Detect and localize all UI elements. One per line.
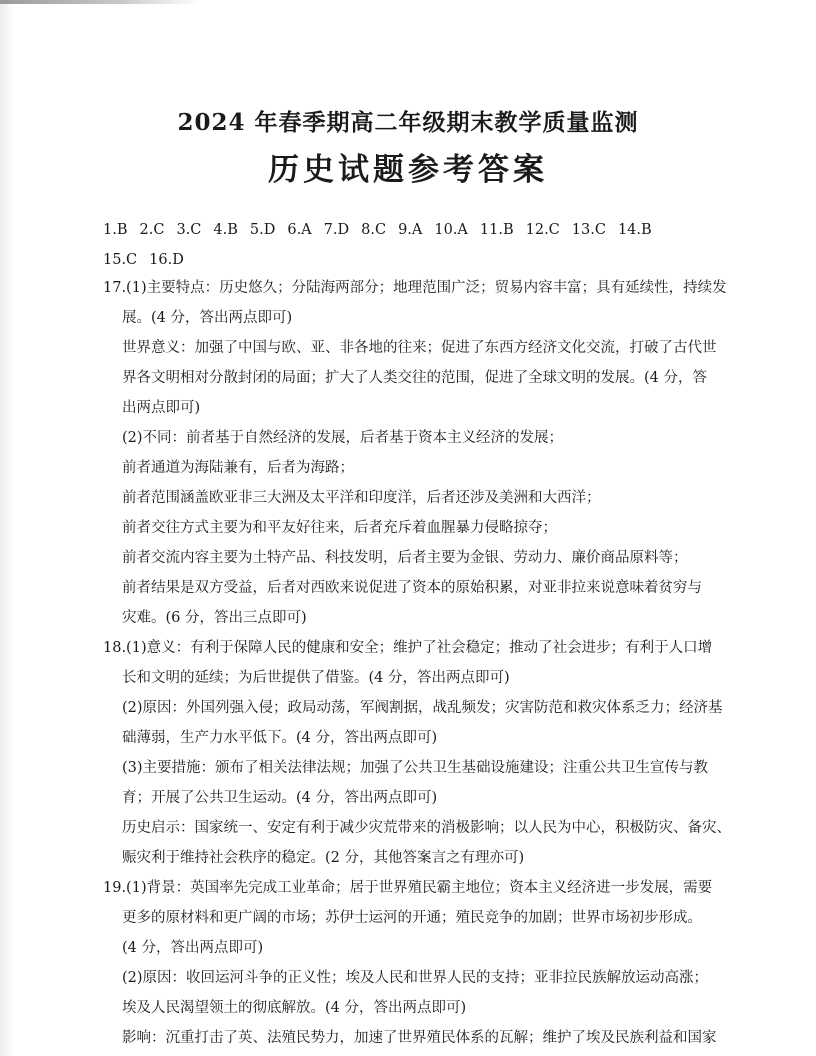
mc-answer: 14.B bbox=[617, 222, 652, 238]
mc-answer: 16.D bbox=[149, 252, 184, 268]
mc-answer: 4.B bbox=[213, 222, 238, 238]
mc-answer: 8.C bbox=[361, 222, 387, 238]
answer-key-title: 历史试题参考答案 bbox=[268, 152, 548, 188]
exam-title: 2024 年春季期高二年级期末教学质量监测 bbox=[177, 109, 639, 136]
mc-answer: 2.C bbox=[139, 222, 165, 238]
answer-line: 19.(1)背景：英国率先完成工业革命；居于世界殖民霸主地位；资本主义经济进一步发展，需要 bbox=[103, 880, 713, 896]
answer-line: 前者通道为海陆兼有，后者为海路； bbox=[122, 460, 354, 476]
answer-line: 更多的原材料和更广阔的市场；苏伊士运河的开通；殖民竞争的加剧；世界市场初步形成。 bbox=[122, 910, 702, 926]
answer-line: (2)原因：外国列强入侵；政局动荡，军阀割据，战乱频发；灾害防范和救灾体系乏力；经济基 bbox=[122, 700, 723, 716]
mc-answer: 9.A bbox=[398, 222, 423, 238]
mc-answer: 15.C bbox=[103, 252, 138, 268]
answer-line: 界各文明相对分散封闭的局面；扩大了人类交往的范围，促进了全球文明的发展。(4 分，答 bbox=[122, 370, 707, 386]
answer-line: (2)不同：前者基于自然经济的发展，后者基于资本主义经济的发展； bbox=[122, 430, 564, 446]
answer-line: 前者交往方式主要为和平友好往来，后者充斥着血腥暴力侵略掠夺； bbox=[122, 520, 557, 536]
mc-answer: 13.C bbox=[571, 222, 606, 238]
answer-line: 展。(4 分，答出两点即可) bbox=[122, 310, 293, 326]
answer-line: 灾难。(6 分，答出三点即可) bbox=[122, 610, 307, 626]
answer-line: 前者范围涵盖欧亚非三大洲及太平洋和印度洋，后者还涉及美洲和大西洋； bbox=[122, 490, 601, 506]
answer-line: 长和文明的延续；为后世提供了借鉴。(4 分，答出两点即可) bbox=[122, 670, 510, 686]
mc-answer: 3.C bbox=[176, 222, 202, 238]
answer-line: 育；开展了公共卫生运动。(4 分，答出两点即可) bbox=[122, 790, 438, 806]
answer-line: (4 分，答出两点即可) bbox=[122, 940, 264, 956]
answer-line: 赈灾利于维持社会秩序的稳定。(2 分，其他答案言之有理亦可) bbox=[122, 850, 525, 866]
answer-line: 18.(1)意义：有利于保障人民的健康和安全；维护了社会稳定；推动了社会进步；有利于人口增 bbox=[103, 640, 713, 656]
mc-answer: 10.A bbox=[434, 222, 468, 238]
answer-line: 历史启示：国家统一、安定有利于减少灾荒带来的消极影响；以人民为中心，积极防灾、备灾、 bbox=[122, 820, 731, 836]
mc-answer: 12.C bbox=[525, 222, 560, 238]
answer-line: (3)主要措施：颁布了相关法律法规；加强了公共卫生基础设施建设；注重公共卫生宣传与教 bbox=[122, 760, 709, 776]
answer-line: 埃及人民渴望领土的彻底解放。(4 分，答出两点即可) bbox=[122, 1000, 467, 1016]
multiple-choice-answers bbox=[103, 215, 763, 275]
answer-line: 影响：沉重打击了英、法殖民势力，加速了世界殖民体系的瓦解；维护了埃及民族利益和国家 bbox=[122, 1030, 717, 1046]
answer-line: 前者交流内容主要为土特产品、科技发明，后者主要为金银、劳动力、廉价商品原料等； bbox=[122, 550, 688, 566]
answer-line: 前者结果是双方受益，后者对西欧来说促进了资本的原始积累，对亚非拉来说意味着贫穷与 bbox=[122, 580, 702, 596]
answer-line: 础薄弱，生产力水平低下。(4 分，答出两点即可) bbox=[122, 730, 438, 746]
answer-line: 出两点即可) bbox=[122, 400, 201, 416]
answer-line: 世界意义：加强了中国与欧、亚、非各地的往来；促进了东西方经济文化交流，打破了古代世 bbox=[122, 340, 717, 356]
mc-answer: 7.D bbox=[323, 222, 350, 238]
mc-answer: 1.B bbox=[103, 222, 128, 238]
answer-line: 17.(1)主要特点：历史悠久；分陆海两部分；地理范围广泛；贸易内容丰富；具有延续性，持续发 bbox=[103, 280, 727, 296]
mc-answer: 11.B bbox=[479, 222, 514, 238]
answer-line: (2)原因：收回运河斗争的正义性；埃及人民和世界人民的支持；亚非拉民族解放运动高涨； bbox=[122, 970, 709, 986]
mc-answer: 5.D bbox=[249, 222, 276, 238]
mc-answer: 6.A bbox=[287, 222, 312, 238]
